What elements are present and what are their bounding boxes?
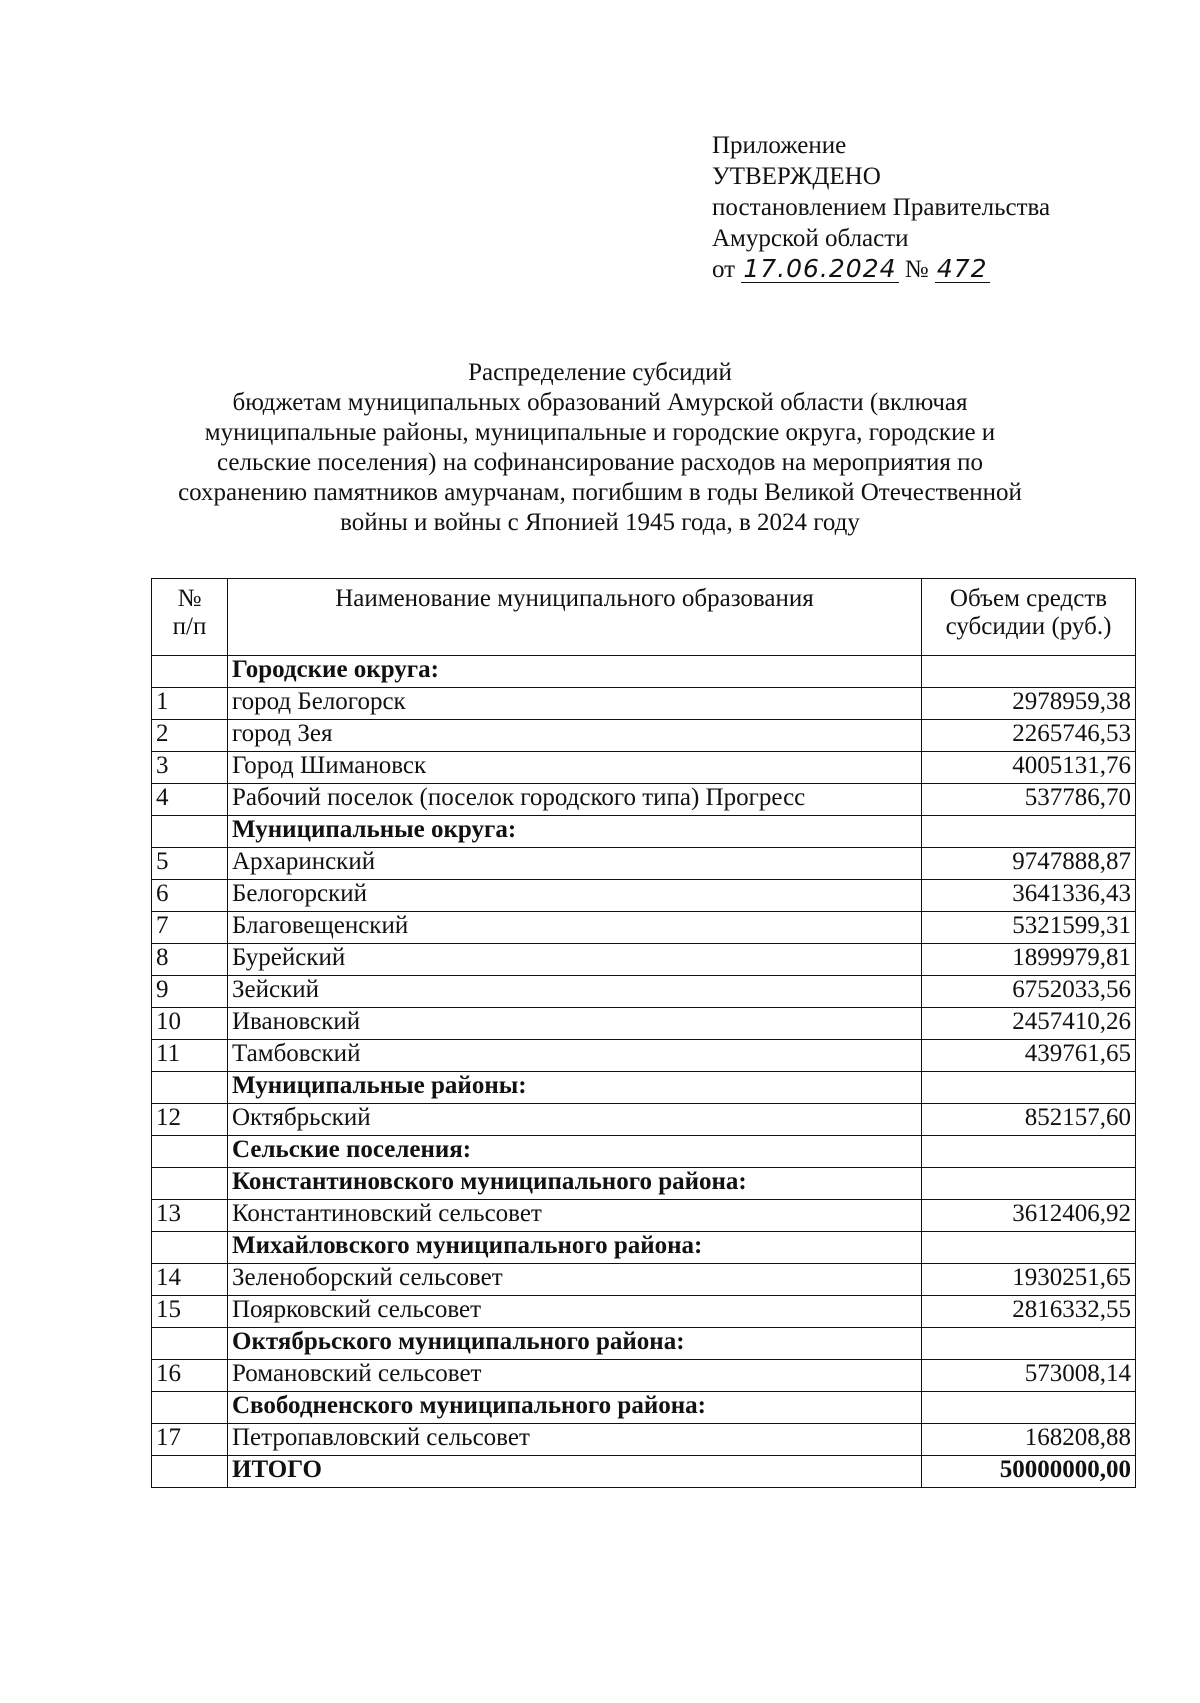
row-number — [152, 1456, 228, 1488]
title-line: сельские поселения) на софинансирование расходов на мероприятия по — [217, 449, 983, 476]
subsidy-amount: 2816332,55 — [922, 1296, 1136, 1328]
row-number: 16 — [152, 1360, 228, 1392]
title-line: муниципальные районы, муниципальные и городские округа, городские и — [204, 419, 996, 446]
subsidy-amount: 3612406,92 — [922, 1200, 1136, 1232]
row-number: 1 — [152, 688, 228, 720]
subsidy-amount — [922, 1136, 1136, 1168]
row-number: 8 — [152, 944, 228, 976]
approval-number: 472 — [936, 254, 988, 283]
subsidy-amount — [922, 656, 1136, 688]
municipality-name: город Зея — [228, 720, 922, 752]
row-number — [152, 1392, 228, 1424]
section-name: Константиновского муниципального района: — [228, 1168, 922, 1200]
municipality-name: Город Шимановск — [228, 752, 922, 784]
table-row — [152, 1104, 1136, 1136]
subsidy-amount: 6752033,56 — [922, 976, 1136, 1008]
subsidy-amount: 2978959,38 — [922, 688, 1136, 720]
approval-date-line — [712, 254, 1050, 285]
municipality-name: Благовещенский — [228, 912, 922, 944]
municipality-name: Октябрьский — [228, 1104, 922, 1136]
row-number: 15 — [152, 1296, 228, 1328]
header-amount — [922, 579, 1136, 656]
row-number: 13 — [152, 1200, 228, 1232]
section-row — [152, 1168, 1136, 1200]
subsidy-amount: 439761,65 — [922, 1040, 1136, 1072]
subsidy-amount: 3641336,43 — [922, 880, 1136, 912]
table-row — [152, 752, 1136, 784]
section-row — [152, 1072, 1136, 1104]
row-number: 4 — [152, 784, 228, 816]
header-amount-line2: субсидии (руб.) — [945, 613, 1112, 640]
total-amount: 50000000,00 — [922, 1456, 1136, 1488]
row-number: 5 — [152, 848, 228, 880]
approval-approved: УТВЕРЖДЕНО — [712, 163, 881, 190]
section-name: Городские округа: — [228, 656, 922, 688]
table-row — [152, 1360, 1136, 1392]
date-prefix: от — [712, 256, 736, 283]
title-line: Распределение субсидий — [468, 359, 732, 386]
table-row — [152, 1264, 1136, 1296]
municipality-name: Зеленоборский сельсовет — [228, 1264, 922, 1296]
section-row — [152, 1232, 1136, 1264]
approval-block — [712, 130, 1050, 285]
municipality-name: Ивановский — [228, 1008, 922, 1040]
subsidy-amount — [922, 816, 1136, 848]
row-number: 10 — [152, 1008, 228, 1040]
row-number: 9 — [152, 976, 228, 1008]
row-number: 2 — [152, 720, 228, 752]
municipality-name: Поярковский сельсовет — [228, 1296, 922, 1328]
section-name: Сельские поселения: — [228, 1136, 922, 1168]
header-name: Наименование муниципального образования — [228, 579, 922, 656]
subsidy-amount: 537786,70 — [922, 784, 1136, 816]
municipality-name: Константиновский сельсовет — [228, 1200, 922, 1232]
section-row — [152, 816, 1136, 848]
municipality-name: Романовский сельсовет — [228, 1360, 922, 1392]
municipality-name: Зейский — [228, 976, 922, 1008]
table-row — [152, 784, 1136, 816]
row-number — [152, 1328, 228, 1360]
municipality-name: Архаринский — [228, 848, 922, 880]
header-amount-line1: Объем средств — [949, 585, 1108, 612]
table-row — [152, 688, 1136, 720]
subsidy-amount: 2457410,26 — [922, 1008, 1136, 1040]
municipality-name: Тамбовский — [228, 1040, 922, 1072]
document-title — [130, 358, 1070, 538]
table-row — [152, 880, 1136, 912]
row-number: 7 — [152, 912, 228, 944]
subsidy-amount: 168208,88 — [922, 1424, 1136, 1456]
row-number — [152, 1072, 228, 1104]
table-row — [152, 1296, 1136, 1328]
table-row — [152, 1040, 1136, 1072]
row-number: 11 — [152, 1040, 228, 1072]
total-row — [152, 1456, 1136, 1488]
section-row — [152, 1392, 1136, 1424]
row-number — [152, 816, 228, 848]
approval-appendix: Приложение — [712, 132, 847, 159]
subsidy-amount: 852157,60 — [922, 1104, 1136, 1136]
section-name: Муниципальные районы: — [228, 1072, 922, 1104]
municipality-name: Петропавловский сельсовет — [228, 1424, 922, 1456]
subsidy-amount: 1899979,81 — [922, 944, 1136, 976]
section-name: ИТОГО — [228, 1456, 922, 1488]
municipality-name: Белогорский — [228, 880, 922, 912]
approval-decree: постановлением Правительства — [712, 194, 1051, 221]
subsidy-amount: 573008,14 — [922, 1360, 1136, 1392]
municipality-name: город Белогорск — [228, 688, 922, 720]
subsidy-amount — [922, 1168, 1136, 1200]
table-row — [152, 944, 1136, 976]
table-body — [152, 656, 1136, 1488]
municipality-name: Бурейский — [228, 944, 922, 976]
subsidy-amount: 1930251,65 — [922, 1264, 1136, 1296]
table-row — [152, 1008, 1136, 1040]
row-number — [152, 1232, 228, 1264]
subsidy-amount — [922, 1232, 1136, 1264]
header-number — [152, 579, 228, 656]
row-number: 6 — [152, 880, 228, 912]
table-header-row — [152, 579, 1136, 656]
section-row — [152, 1328, 1136, 1360]
subsidy-amount: 4005131,76 — [922, 752, 1136, 784]
header-number-line1: № — [177, 585, 202, 612]
section-row — [152, 656, 1136, 688]
subsidy-amount — [922, 1392, 1136, 1424]
title-line: войны и войны с Японией 1945 года, в 2024 году — [340, 509, 860, 536]
subsidy-amount — [922, 1072, 1136, 1104]
row-number: 17 — [152, 1424, 228, 1456]
municipality-name: Рабочий поселок (поселок городского типа) Прогресс — [228, 784, 922, 816]
row-number: 12 — [152, 1104, 228, 1136]
subsidy-amount: 9747888,87 — [922, 848, 1136, 880]
table-row — [152, 1200, 1136, 1232]
subsidy-amount: 5321599,31 — [922, 912, 1136, 944]
table-row — [152, 720, 1136, 752]
title-line: сохранению памятников амурчанам, погибшим в годы Великой Отечественной — [178, 479, 1022, 506]
section-name: Михайловского муниципального района: — [228, 1232, 922, 1264]
table-row — [152, 1424, 1136, 1456]
approval-region: Амурской области — [712, 225, 909, 252]
subsidy-amount — [922, 1328, 1136, 1360]
section-name: Свободненского муниципального района: — [228, 1392, 922, 1424]
subsidy-amount: 2265746,53 — [922, 720, 1136, 752]
table-row — [152, 976, 1136, 1008]
section-row — [152, 1136, 1136, 1168]
subsidy-table — [151, 578, 1136, 1488]
number-prefix: № — [904, 256, 929, 283]
header-number-line2: п/п — [172, 613, 207, 640]
table-row — [152, 912, 1136, 944]
section-name: Муниципальные округа: — [228, 816, 922, 848]
table-row — [152, 848, 1136, 880]
section-name: Октябрьского муниципального района: — [228, 1328, 922, 1360]
row-number: 14 — [152, 1264, 228, 1296]
row-number — [152, 656, 228, 688]
row-number — [152, 1168, 228, 1200]
row-number — [152, 1136, 228, 1168]
approval-date: 17.06.2024 — [743, 254, 897, 283]
title-line: бюджетам муниципальных образований Амурской области (включая — [232, 389, 968, 416]
row-number: 3 — [152, 752, 228, 784]
